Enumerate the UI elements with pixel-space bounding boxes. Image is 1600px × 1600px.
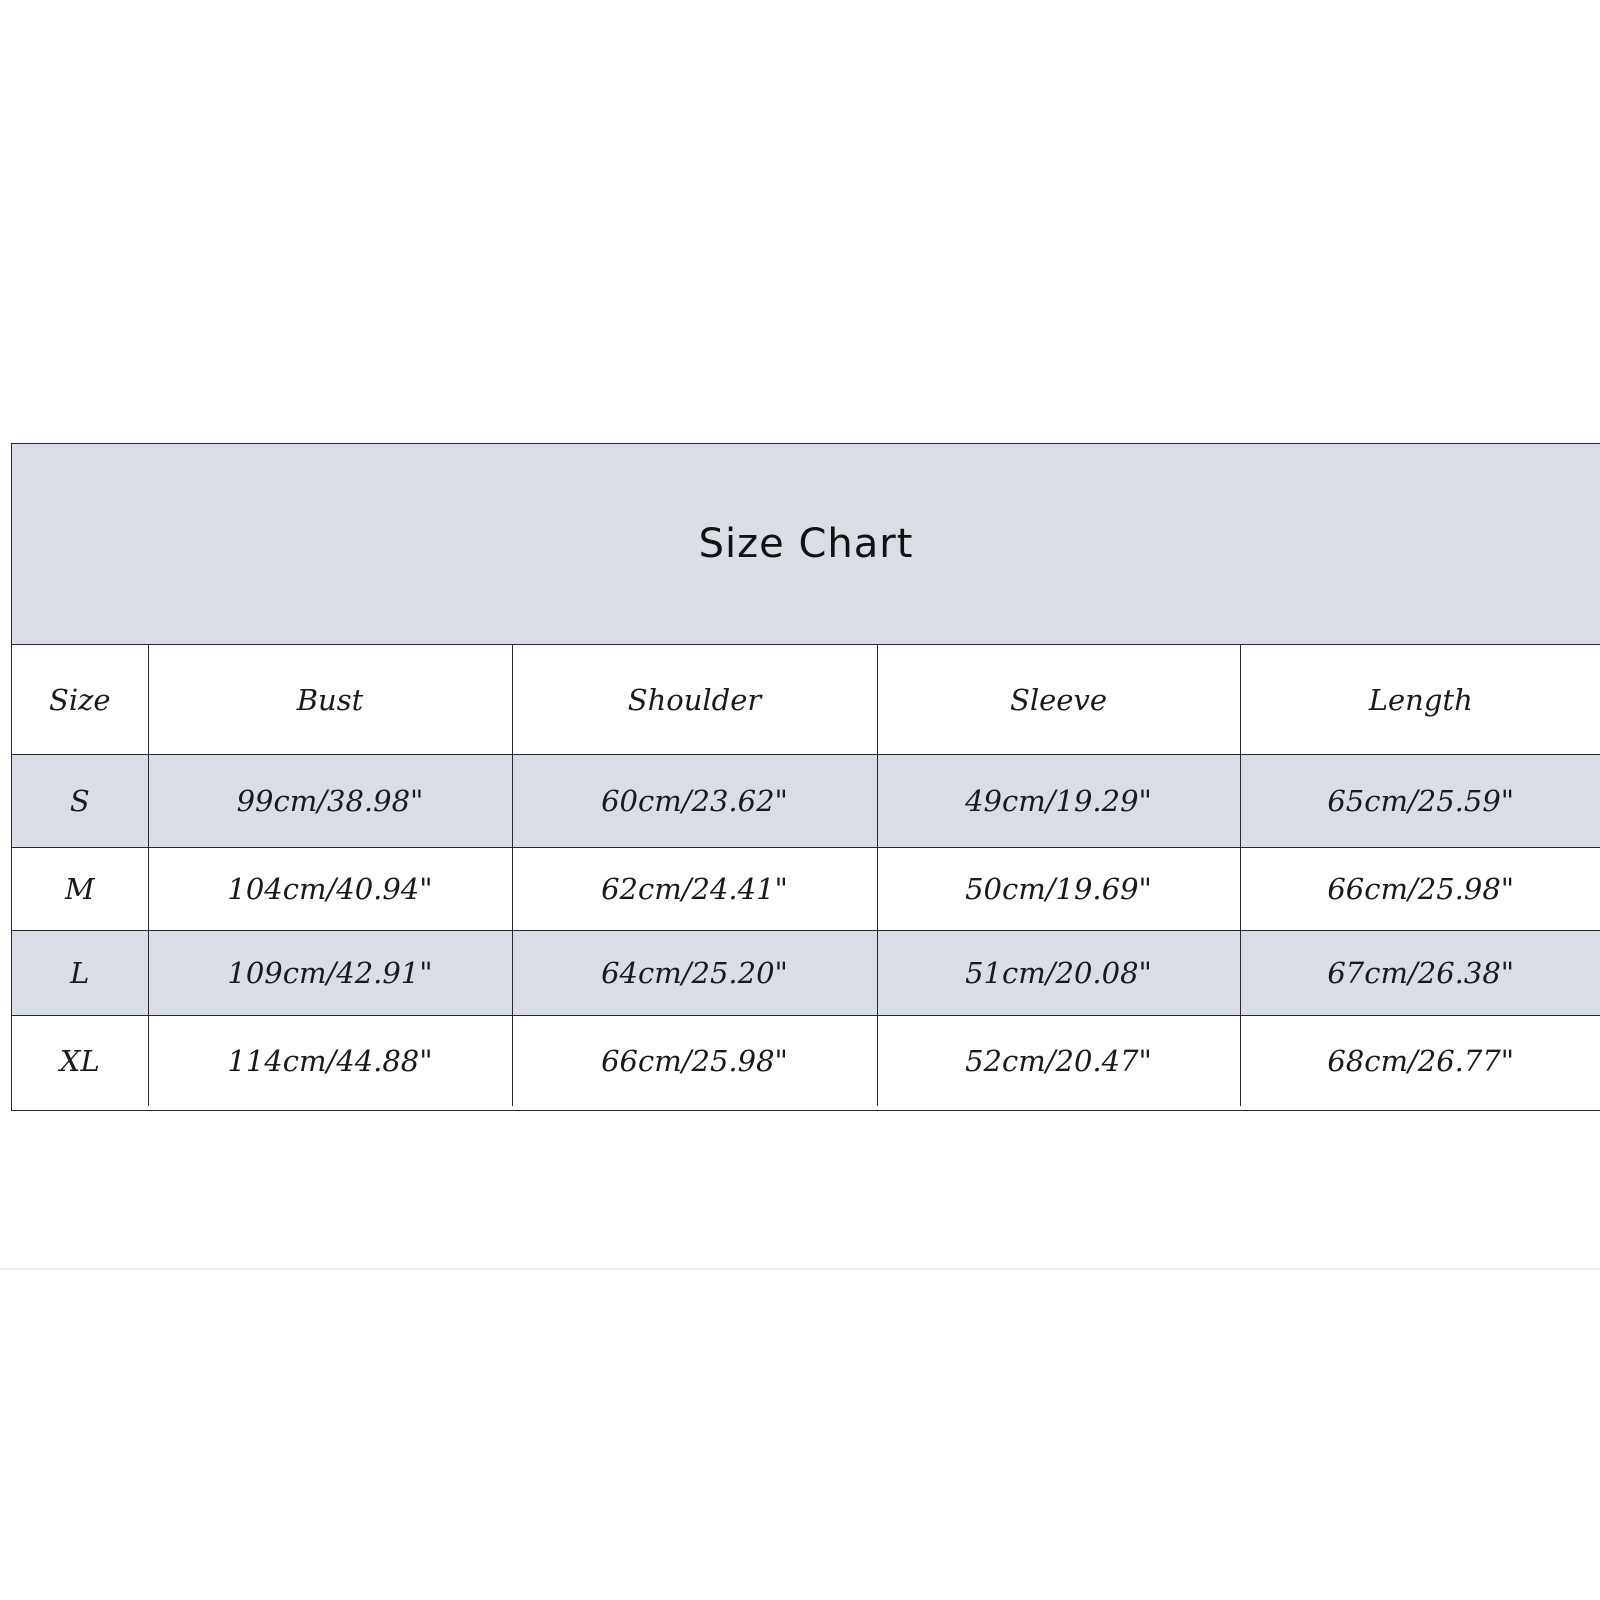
size-cell: XL bbox=[12, 1016, 148, 1107]
column-header-length: Length bbox=[1240, 645, 1600, 755]
size-table bbox=[12, 645, 1600, 1106]
size-cell: L bbox=[12, 931, 148, 1016]
sleeve-cell: 52cm/20.47" bbox=[877, 1016, 1240, 1107]
table-row bbox=[12, 1016, 1600, 1107]
sleeve-cell: 50cm/19.69" bbox=[877, 848, 1240, 931]
column-header-size: Size bbox=[12, 645, 148, 755]
sleeve-cell: 49cm/19.29" bbox=[877, 755, 1240, 848]
shoulder-cell: 62cm/24.41" bbox=[512, 848, 877, 931]
column-header-shoulder: Shoulder bbox=[512, 645, 877, 755]
size-chart bbox=[11, 443, 1600, 1111]
length-cell: 68cm/26.77" bbox=[1240, 1016, 1600, 1107]
shoulder-cell: 66cm/25.98" bbox=[512, 1016, 877, 1107]
chart-title: Size Chart bbox=[698, 521, 914, 567]
header-row bbox=[12, 645, 1600, 755]
bust-cell: 104cm/40.94" bbox=[148, 848, 512, 931]
sleeve-cell: 51cm/20.08" bbox=[877, 931, 1240, 1016]
bust-cell: 99cm/38.98" bbox=[148, 755, 512, 848]
length-cell: 65cm/25.59" bbox=[1240, 755, 1600, 848]
table-row bbox=[12, 931, 1600, 1016]
length-cell: 66cm/25.98" bbox=[1240, 848, 1600, 931]
shoulder-cell: 64cm/25.20" bbox=[512, 931, 877, 1016]
column-header-bust: Bust bbox=[148, 645, 512, 755]
size-cell: M bbox=[12, 848, 148, 931]
bust-cell: 109cm/42.91" bbox=[148, 931, 512, 1016]
bust-cell: 114cm/44.88" bbox=[148, 1016, 512, 1107]
size-cell: S bbox=[12, 755, 148, 848]
divider-line bbox=[0, 1268, 1600, 1270]
column-header-sleeve: Sleeve bbox=[877, 645, 1240, 755]
title-band bbox=[12, 444, 1600, 645]
length-cell: 67cm/26.38" bbox=[1240, 931, 1600, 1016]
table-row bbox=[12, 848, 1600, 931]
shoulder-cell: 60cm/23.62" bbox=[512, 755, 877, 848]
table-row bbox=[12, 755, 1600, 848]
